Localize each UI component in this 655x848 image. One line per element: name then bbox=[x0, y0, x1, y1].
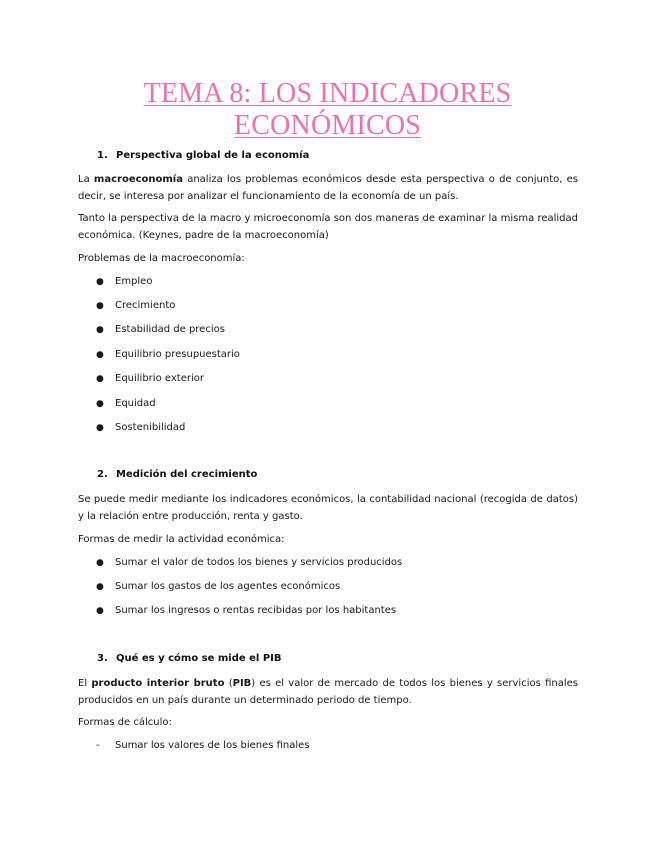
bullet-icon: ● bbox=[96, 423, 104, 433]
bullet-icon: ● bbox=[96, 301, 104, 311]
list-item bbox=[96, 276, 152, 287]
text-run: La bbox=[78, 174, 94, 185]
text-run: analiza los problemas económicos desde esta perspectiva o de conjunto, es decir, se interesa por analizar el funcionamiento de la economía de un país. bbox=[78, 174, 578, 202]
bold-term: producto interior bruto bbox=[91, 678, 225, 689]
section-heading-text: Qué es y cómo se mide el PIB bbox=[116, 653, 282, 664]
paragraph-calculo-label: Formas de cálculo: bbox=[78, 717, 172, 728]
title-line-2: ECONÓMICOS bbox=[233, 110, 422, 141]
section-heading-text: Perspectiva global de la economía bbox=[116, 150, 310, 161]
title-line-1: TEMA 8: LOS INDICADORES bbox=[143, 78, 512, 109]
list-item-text: Crecimiento bbox=[115, 300, 176, 311]
list-item bbox=[96, 300, 175, 311]
list-item-text: Estabilidad de precios bbox=[115, 324, 225, 335]
list-item bbox=[96, 373, 204, 384]
list-item-text: Equilibrio presupuestario bbox=[115, 349, 240, 360]
list-item-text: Sumar los gastos de los agentes económicos bbox=[115, 581, 341, 592]
list-item bbox=[96, 581, 340, 592]
list-item bbox=[96, 605, 396, 616]
list-item bbox=[96, 740, 310, 751]
bold-term: macroeconomía bbox=[93, 174, 183, 185]
list-item-text: Sostenibilidad bbox=[115, 422, 186, 433]
list-item bbox=[96, 557, 402, 568]
list-item-text: Equilibrio exterior bbox=[115, 373, 204, 384]
section-number: 2. bbox=[97, 469, 108, 480]
list-item-text: Sumar los ingresos o rentas recibidas por los habitantes bbox=[115, 605, 397, 616]
section-heading-3 bbox=[97, 653, 282, 664]
bullet-icon: ● bbox=[96, 325, 104, 335]
list-item bbox=[96, 398, 156, 409]
list-item-text: Sumar los valores de los bienes finales bbox=[115, 740, 310, 751]
bullet-icon: ● bbox=[96, 582, 104, 592]
list-item-text: Sumar el valor de todos los bienes y servicios producidos bbox=[115, 557, 403, 568]
section-heading-1 bbox=[97, 150, 309, 161]
bullet-icon: ● bbox=[96, 399, 104, 409]
paragraph-macroeconomia bbox=[78, 171, 578, 205]
paragraph-pib bbox=[78, 675, 578, 709]
section-number: 3. bbox=[97, 653, 108, 664]
bullet-icon: ● bbox=[96, 350, 104, 360]
paragraph-perspectiva: Tanto la perspectiva de la macro y microeconomía son dos maneras de examinar la misma realidad económica. (Keynes, padre de la macroeconomía) bbox=[78, 213, 578, 241]
bullet-icon: ● bbox=[96, 558, 104, 568]
list-item bbox=[96, 422, 185, 433]
text-run: ) es el valor de mercado de todos los bienes y servicios finales producidos en un país durante un determinado periodo de tiempo. bbox=[78, 678, 578, 706]
paragraph-problemas-label: Problemas de la macroeconomía: bbox=[78, 253, 245, 264]
bullet-icon: ● bbox=[96, 374, 104, 384]
paragraph-medicion: Se puede medir mediante los indicadores económicos, la contabilidad nacional (recogida de datos) y la relación entre producción, renta y gasto. bbox=[78, 494, 578, 522]
list-item bbox=[96, 349, 240, 360]
section-number: 1. bbox=[97, 150, 108, 161]
list-item bbox=[96, 324, 225, 335]
bullet-icon: ● bbox=[96, 277, 104, 287]
bold-term: PIB bbox=[232, 678, 252, 689]
bullet-icon: ● bbox=[96, 606, 104, 616]
dash-icon: - bbox=[96, 740, 100, 751]
section-heading-text: Medición del crecimiento bbox=[116, 469, 258, 480]
page-title bbox=[60, 78, 595, 142]
text-run: ( bbox=[224, 678, 233, 689]
paragraph-formas-label: Formas de medir la actividad económica: bbox=[78, 534, 285, 545]
text-run: El bbox=[78, 678, 92, 689]
list-item-text: Equidad bbox=[115, 398, 156, 409]
section-heading-2 bbox=[97, 469, 257, 480]
list-item-text: Empleo bbox=[115, 276, 153, 287]
